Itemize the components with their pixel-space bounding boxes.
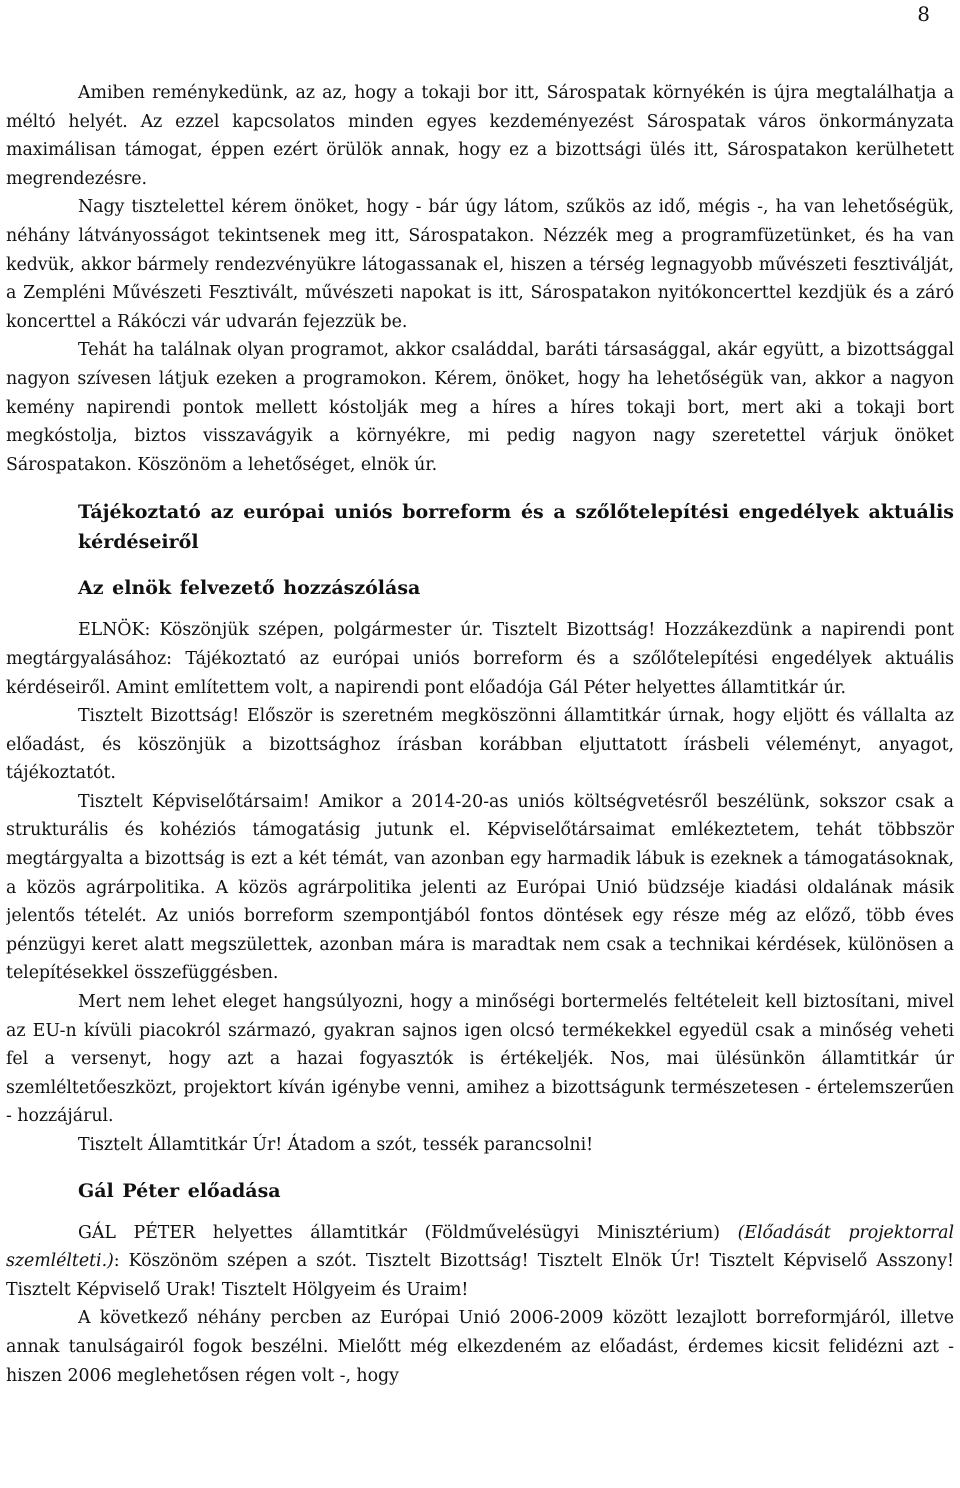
paragraph: Tisztelt Bizottság! Először is szeretném megköszönni államtitkár úrnak, hogy eljött és vállalta az előadást, és köszönjük a bizottsághoz írásban korábban eljuttatott írásbeli véleményt, anyagot, tájékoztatót. — [6, 706, 954, 784]
speech-text: : Köszönöm szépen a szót. Tisztelt Bizottság! Tisztelt Elnök Úr! Tisztelt Képviselő Asszony! Tisztelt Képviselő Urak! Tisztelt Hölgyeim és Uraim! — [6, 1251, 954, 1300]
stage-note: (Előadását projektorral szemlélteti.) — [6, 1222, 954, 1272]
paragraph-gal-intro — [6, 1219, 954, 1305]
paragraph: Tisztelt Államtitkár Úr! Átadom a szót, tessék parancsolni! — [78, 1135, 594, 1155]
paragraph: Amiben reménykedünk, az az, hogy a tokaji bor itt, Sárospatak környékén is újra megtalálhatja a méltó helyét. Az ezzel kapcsolatos minden egyes kezdeményezést Sárospatak város önkormányzata maximálisan támogat, éppen ezért örülök annak, hogy ez a bizottsági ülés itt, Sárospatakon kerülhetett megrendezésre. — [6, 83, 954, 189]
agenda-item-heading: Tájékoztató az európai uniós borreform és a szőlőtelepítési engedélyek aktuális kérdéseiről — [78, 501, 954, 554]
section-heading-gal: Gál Péter előadása — [78, 1179, 281, 1202]
paragraph: ELNÖK: Köszönjük szépen, polgármester úr. Tisztelt Bizottság! Hozzákezdünk a napirendi pont megtárgyalásához: Tájékoztató az európai uniós borreform és a szőlőtelepítési engedélyek aktuális kérdéseiről. Amint említettem volt, a napirendi pont előadója Gál Péter helyettes államtitkár úr. — [6, 620, 954, 698]
paragraph: Nagy tisztelettel kérem önöket, hogy - bár úgy látom, szűkös az idő, mégis -, ha van lehetőségük, néhány látványosságot tekintsenek meg itt, Sárospatakon. Nézzék meg a programfüzetünket, és ha van kedvük, akkor bármely rendezvényükre látogassanak el, hiszen a térség legnagyobb művészeti fesztiválját, a Zempléni Művészeti Fesztivált, művészeti napokat is itt, Sárospatakon nyitókoncerttel kezdjük és a záró koncerttel a Rákóczi vár udvarán fejezzük be. — [6, 197, 954, 332]
document-body — [6, 79, 954, 1390]
paragraph: A következő néhány percben az Európai Unió 2006-2009 között lezajlott borreformjáról, illetve annak tanulságairól fogok beszélni. Mielőtt még elkezdeném az előadást, érdemes kicsit felidézni azt - hiszen 2006 meglehetősen régen volt -, hogy — [6, 1308, 954, 1386]
speaker-name: GÁL PÉTER helyettes államtitkár (Földművelésügyi Minisztérium) — [78, 1222, 720, 1243]
paragraph: Tehát ha találnak olyan programot, akkor családdal, baráti társasággal, akár együtt, a bizottsággal nagyon szívesen látjuk ezeken a programokon. Kérem, önöket, hogy ha lehetőségük van, akkor a nagyon kemény napirendi pontok mellett kóstolják meg a híres a híres tokaji bort, mert aki a tokaji bort megkóstolja, biztos visszavágyik a környékre, mi pedig nagyon nagy szeretettel várjuk önöket Sárospatakon. Köszönöm a lehetőséget, elnök úr. — [6, 340, 954, 475]
paragraph: Mert nem lehet eleget hangsúlyozni, hogy a minőségi bortermelés feltételeit kell biztosítani, mivel az EU-n kívüli piacokról származó, gyakran sajnos igen olcsó termékekkel egyedül csak a minőség veheti fel a versenyt, hogy azt a hazai fogyasztók is értékeljék. Nos, mai ülésünkön államtitkár úr szemléltetőeszközt, projektort kíván igénybe venni, amihez a bizottságunk természetesen - értelemszerűen - hozzájárul. — [6, 992, 954, 1127]
section-heading-chair: Az elnök felvezető hozzászólása — [78, 577, 421, 600]
paragraph: Tisztelt Képviselőtársaim! Amikor a 2014-20-as uniós költségvetésről beszélünk, sokszor csak a strukturális és kohéziós támogatásig jutunk el. Képviselőtársaimat emlékeztetem, tehát többször megtárgyalta a bizottság is ezt a két témát, van azonban egy harmadik lábuk is ezeknek a támogatásoknak, a közös agrárpolitika. A közös agrárpolitika jelenti az Európai Unió büdzséje kiadási oldalának másik jelentős tételét. Az uniós borreform szempontjából fontos döntések egy része még az előző, több éves pénzügyi keret alatt megszülettek, azonban mára is maradtak nem csak a technikai kérdések, különösen a telepítésekkel összefüggésben. — [6, 791, 954, 984]
document-page — [6, 0, 954, 1488]
page-number: 8 — [917, 2, 930, 26]
